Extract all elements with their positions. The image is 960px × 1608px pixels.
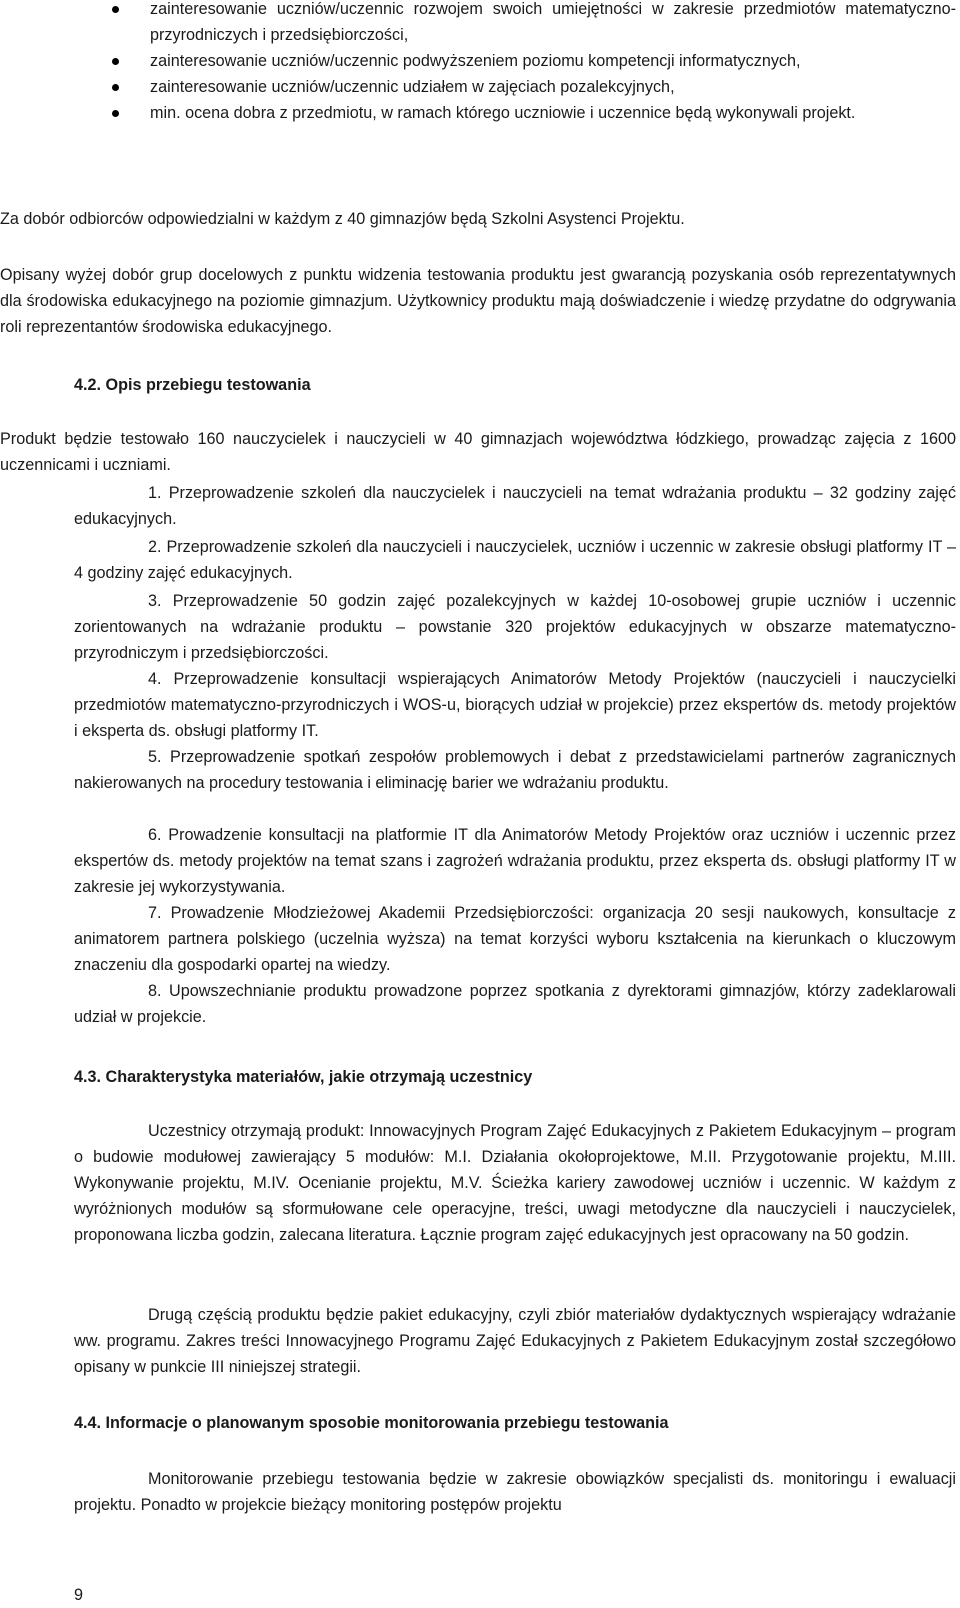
selection-paragraph: Za dobór odbiorców odpowiedzialni w każdym z 40 gimnazjów będą Szkolni Asystenci Projektu. xyxy=(0,210,685,228)
testing-intro-paragraph: Produkt będzie testowało 160 nauczycielek i nauczycieli w 40 gimnazjach województwa łódzkiego, prowadząc zajęcia z 1600 uczennicami i uczniami. xyxy=(0,430,956,474)
testing-step: 1. Przeprowadzenie szkoleń dla nauczycielek i nauczycieli na temat wdrażania produktu – 32 godziny zajęć edukacyjnych. xyxy=(74,484,956,528)
testing-step: 7. Prowadzenie Młodzieżowej Akademii Przedsiębiorczości: organizacja 20 sesji naukowych, konsultacje z animatorem partnera polskiego (uczelnia wyższa) na temat korzyści wyboru kształcenia na kierunkach o kluczowym znaczeniu dla gospodarki opartej na wiedzy. xyxy=(74,904,956,974)
materials-paragraph-2: Drugą częścią produktu będzie pakiet edukacyjny, czyli zbiór materiałów dydaktycznych wspierający wdrażanie ww. programu. Zakres treści Innowacyjnego Programu Zajęć Edukacyjnych z Pakietem Edukacyjnym został szczegółowo opisany w punkcie III niniejszej strategii. xyxy=(74,1306,956,1376)
bullet-item: zainteresowanie uczniów/uczennic rozwojem swoich umiejętności w zakresie przedmiotów matematyczno-przyrodniczych i przedsiębiorczości, xyxy=(150,0,956,48)
section-4-2-heading: 4.2. Opis przebiegu testowania xyxy=(74,376,311,394)
testing-step: 2. Przeprowadzenie szkoleń dla nauczycieli i nauczycielek, uczniów i uczennic w zakresie obsługi platformy IT – 4 godziny zajęć edukacyjnych. xyxy=(74,538,956,582)
materials-paragraph-1: Uczestnicy otrzymają produkt: Innowacyjnych Program Zajęć Edukacyjnych z Pakietem Edukacyjnym – program o budowie modułowej zawierający 5 modułów: M.I. Działania okołoprojektowe, M.II. Przygotowanie projektu, M.III. Wykonywanie projektu, M.IV. Ocenianie projektu, M.V. Ścieżka kariery zawodowej uczniów i uczennic. W każdym z wyróżnionych modułów są sformułowane cele operacyjne, treści, uwagi metodyczne dla nauczycieli i nauczycielek, proponowana liczba godzin, zalecana literatura. Łącznie program zajęć edukacyjnych jest opracowany na 50 godzin. xyxy=(74,1122,956,1244)
bullet-item: zainteresowanie uczniów/uczennic udziałem w zajęciach pozalekcyjnych, xyxy=(150,74,956,100)
testing-step: 3. Przeprowadzenie 50 godzin zajęć pozalekcyjnych w każdej 10-osobowej grupie uczniów i uczennic zorientowanych na wdrażanie produktu – powstanie 320 projektów edukacyjnych w obszarze matematyczno-przyrodniczym i przedsiębiorczości. xyxy=(74,592,956,662)
representativeness-paragraph: Opisany wyżej dobór grup docelowych z punktu widzenia testowania produktu jest gwarancją pozyskania osób reprezentatywnych dla środowiska edukacyjnego na poziomie gimnazjum. Użytkownicy produktu mają doświadczenie i wiedzę przydatne do odgrywania roli reprezentantów środowiska edukacyjnego. xyxy=(0,266,956,336)
bullet-item: zainteresowanie uczniów/uczennic podwyższeniem poziomu kompetencji informatycznych, xyxy=(150,48,956,74)
criteria-bullet-list xyxy=(150,0,956,126)
section-4-3-heading: 4.3. Charakterystyka materiałów, jakie otrzymają uczestnicy xyxy=(74,1068,533,1086)
page-number: 9 xyxy=(74,1586,84,1604)
monitoring-paragraph: Monitorowanie przebiegu testowania będzie w zakresie obowiązków specjalisti ds. monitoringu i ewaluacji projektu. Ponadto w projekcie bieżący monitoring postępów projektu xyxy=(74,1470,956,1514)
testing-step: 5. Przeprowadzenie spotkań zespołów problemowych i debat z przedstawicielami partnerów zagranicznych nakierowanych na procedury testowania i eliminację barier we wdrażaniu produktu. xyxy=(74,748,956,792)
section-4-4-heading: 4.4. Informacje o planowanym sposobie monitorowania przebiegu testowania xyxy=(74,1414,669,1432)
testing-step: 8. Upowszechnianie produktu prowadzone poprzez spotkania z dyrektorami gimnazjów, którzy zadeklarowali udział w projekcie. xyxy=(74,982,956,1026)
testing-step: 4. Przeprowadzenie konsultacji wspierających Animatorów Metody Projektów (nauczycieli i nauczycielki przedmiotów matematyczno-przyrodniczych i WOS-u, biorących udział w projekcie) przez ekspertów ds. metody projektów i eksperta ds. obsługi platformy IT. xyxy=(74,670,956,740)
testing-step: 6. Prowadzenie konsultacji na platformie IT dla Animatorów Metody Projektów oraz uczniów i uczennic przez ekspertów ds. metody projektów na temat szans i zagrożeń wdrażania produktu, przez eksperta ds. obsługi platformy IT w zakresie jej wykorzystywania. xyxy=(74,826,956,896)
bullet-item: min. ocena dobra z przedmiotu, w ramach którego uczniowie i uczennice będą wykonywali projekt. xyxy=(150,100,956,126)
